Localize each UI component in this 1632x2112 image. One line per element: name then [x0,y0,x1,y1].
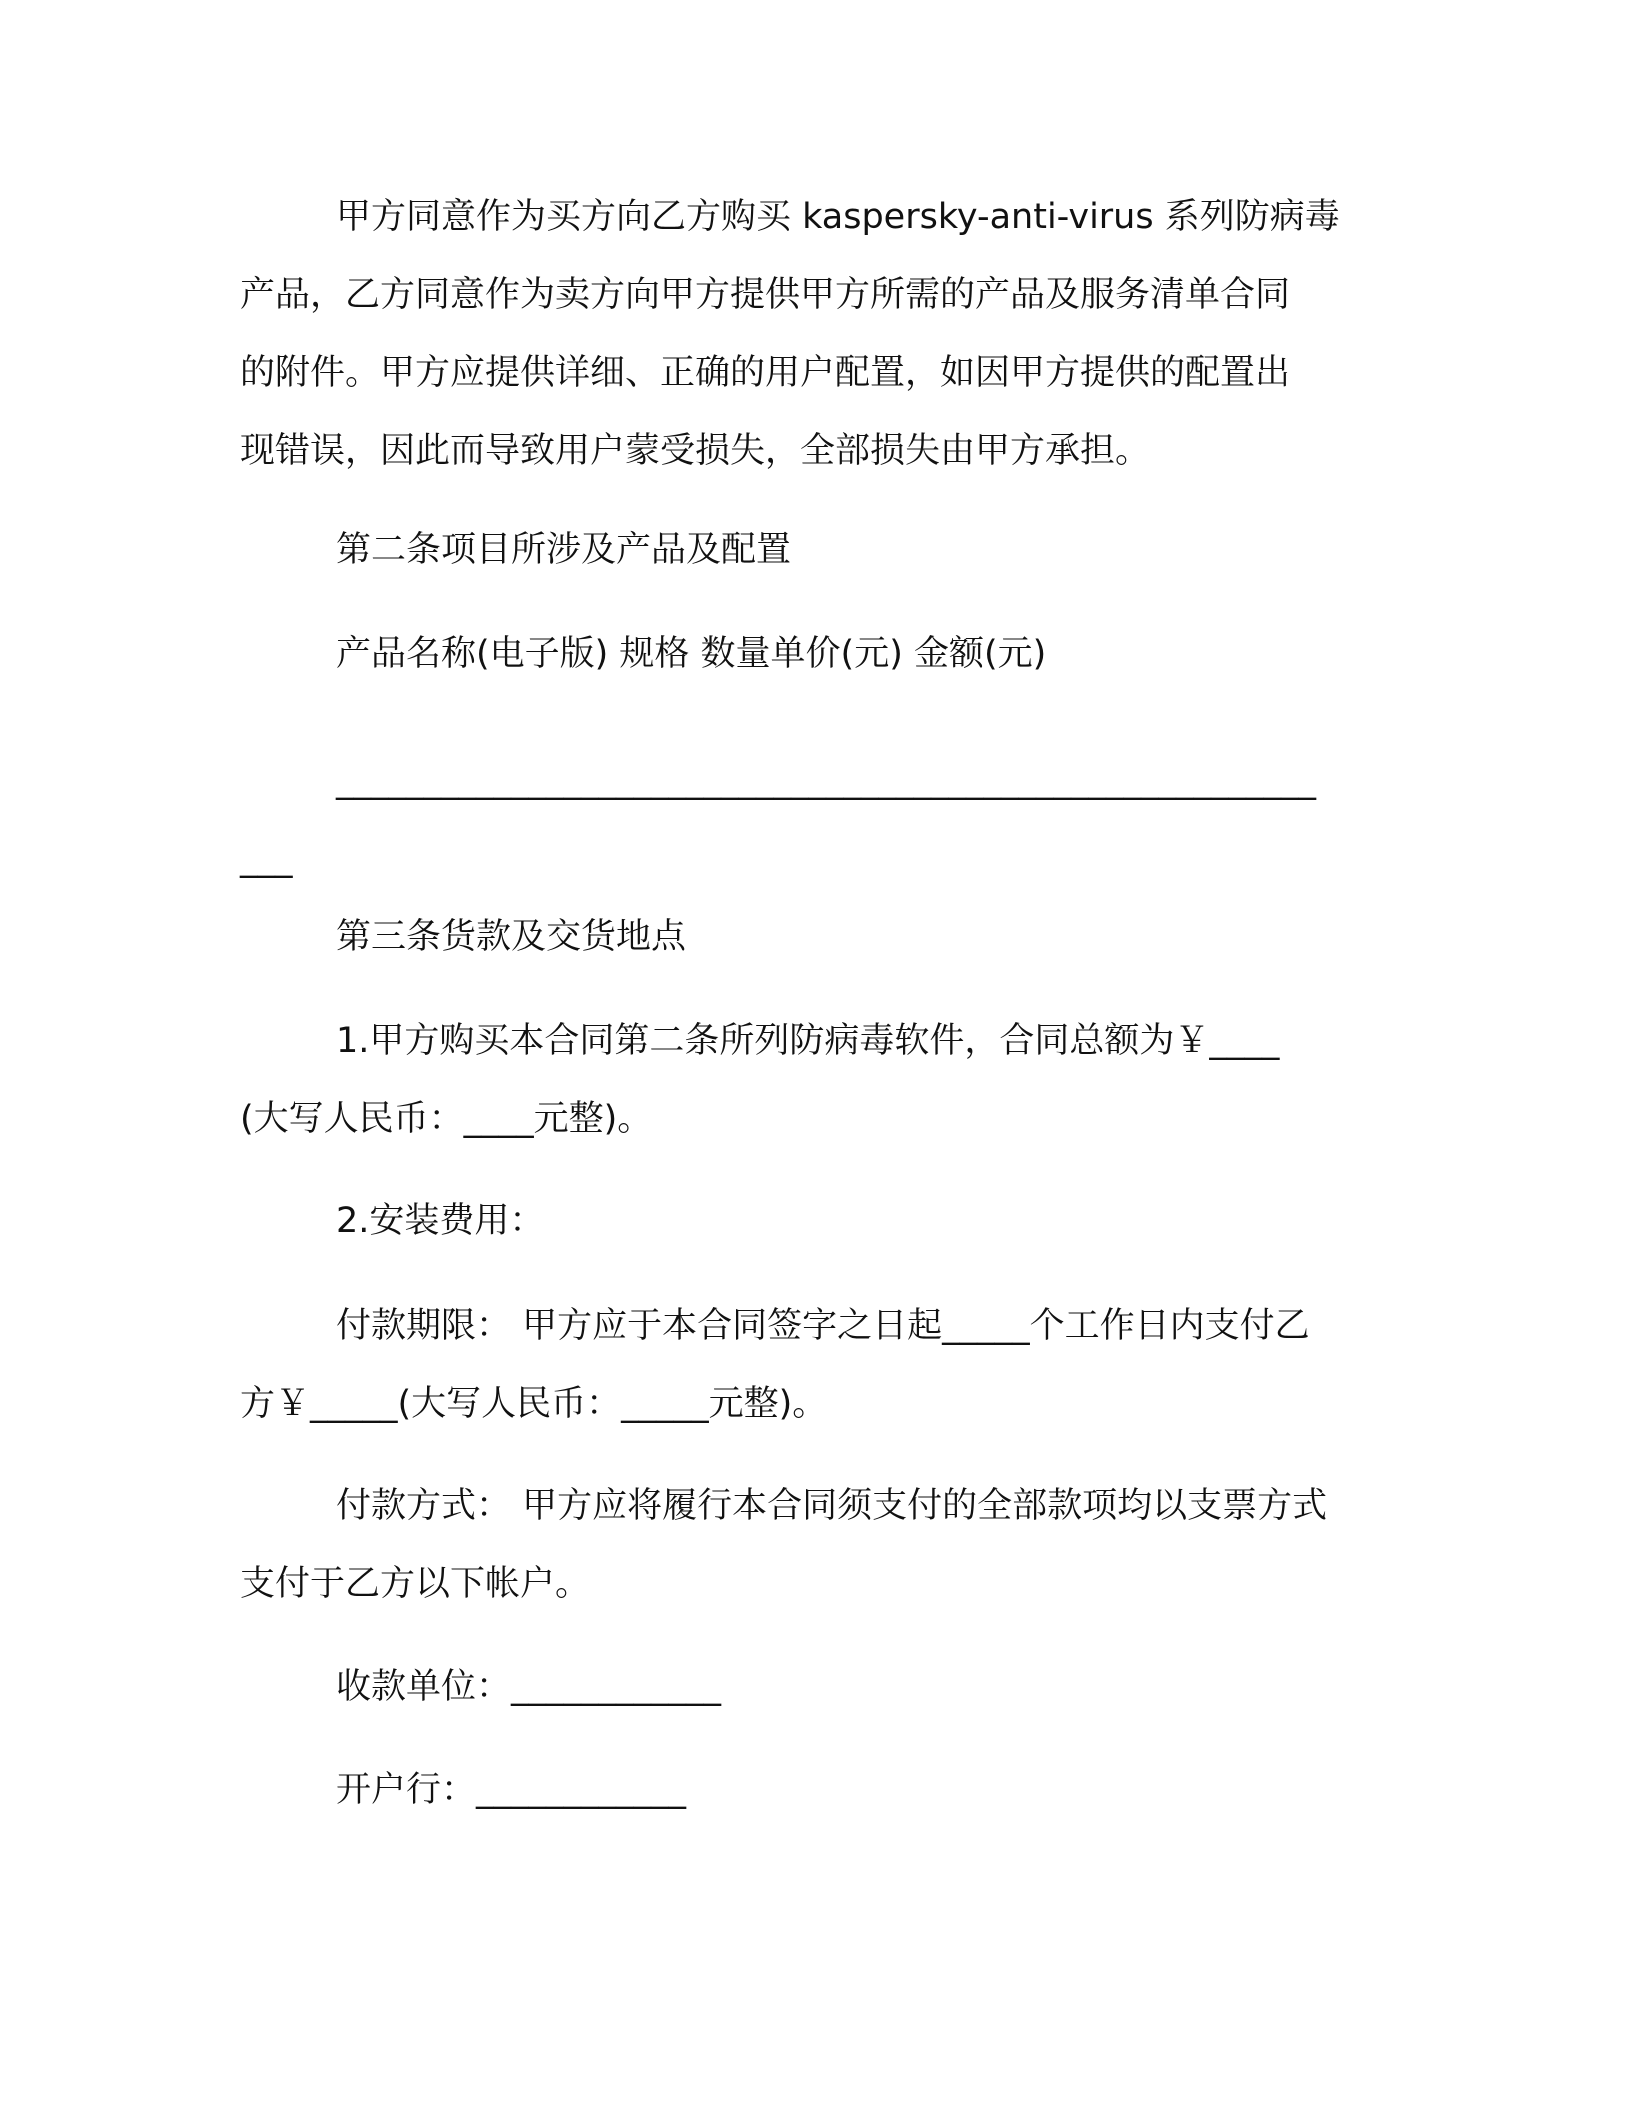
blank-line: ________________________________________________________ [336,761,1316,801]
text-line: 甲方同意作为买方向乙方购买 kaspersky-anti-virus 系列防病毒 [336,197,1340,237]
payee-field [240,1648,1390,1726]
text-line: 收款单位：____________ [336,1667,722,1707]
payment-method [240,1467,1390,1623]
text-line: 现错误，因此而导致用户蒙受损失，全部损失由甲方承担。 [240,431,1151,471]
table-header-text: 产品名称(电子版) 规格 数量单价(元) 金额(元) [336,634,1047,674]
heading-text: 第三条货款及交货地点 [336,917,687,957]
payment-term [240,1287,1390,1443]
product-blank-lines [240,742,1390,898]
article-2-heading [240,511,1390,589]
bank-field [240,1751,1390,1829]
text-line: 1.甲方购买本合同第二条所列防病毒软件，合同总额为￥____ [336,1021,1280,1061]
text-line: 付款期限： 甲方应于本合同签字之日起_____个工作日内支付乙 [336,1306,1310,1346]
text-line: 方￥_____(大写人民币：_____元整)。 [240,1384,828,1424]
article-3-heading [240,898,1390,976]
paragraph-purchase-agreement [240,178,1390,490]
blank-line: ___ [240,839,293,879]
item-2-installation-fee [240,1182,1390,1260]
text-line: 支付于乙方以下帐户。 [240,1564,591,1604]
text-line: 的附件。甲方应提供详细、正确的用户配置，如因甲方提供的配置出 [240,353,1291,393]
text-line: 2.安装费用： [336,1201,545,1241]
text-line: 开户行：____________ [336,1770,687,1810]
item-1-contract-total [240,1002,1390,1158]
heading-text: 第二条项目所涉及产品及配置 [336,530,792,570]
text-line: 付款方式： 甲方应将履行本合同须支付的全部款项均以支票方式 [336,1486,1328,1526]
text-line: 产品，乙方同意作为卖方向甲方提供甲方所需的产品及服务清单合同 [240,275,1291,315]
text-line: (大写人民币：____元整)。 [240,1099,653,1139]
product-table-header [240,615,1390,693]
